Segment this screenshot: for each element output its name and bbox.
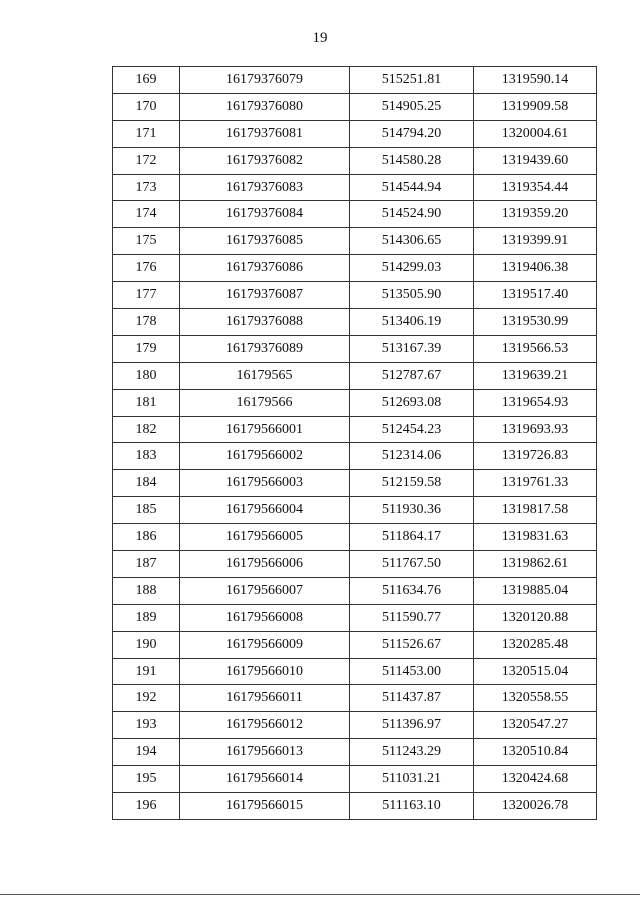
page-number: 19 [312, 30, 328, 46]
row-number-cell: 193 [113, 712, 180, 739]
x-coordinate-cell: 513505.90 [350, 282, 474, 309]
x-coordinate-cell: 511930.36 [350, 497, 474, 524]
point-id-cell: 16179566006 [180, 551, 350, 578]
y-coordinate-cell: 1320510.84 [474, 739, 597, 766]
coordinates-table [112, 66, 597, 820]
table-row [113, 93, 597, 120]
y-coordinate-cell: 1320558.55 [474, 685, 597, 712]
row-number-cell: 176 [113, 255, 180, 282]
bottom-rule [0, 894, 640, 895]
x-coordinate-cell: 511031.21 [350, 766, 474, 793]
x-coordinate-cell: 511396.97 [350, 712, 474, 739]
point-id-cell: 16179566009 [180, 631, 350, 658]
point-id-cell: 16179566003 [180, 470, 350, 497]
x-coordinate-cell: 514306.65 [350, 228, 474, 255]
x-coordinate-cell: 511163.10 [350, 793, 474, 820]
point-id-cell: 16179376081 [180, 120, 350, 147]
table-row [113, 685, 597, 712]
x-coordinate-cell: 511864.17 [350, 524, 474, 551]
table-row [113, 282, 597, 309]
x-coordinate-cell: 511437.87 [350, 685, 474, 712]
row-number-cell: 175 [113, 228, 180, 255]
point-id-cell: 16179566013 [180, 739, 350, 766]
table-row [113, 712, 597, 739]
point-id-cell: 16179566002 [180, 443, 350, 470]
coordinates-table-body [113, 67, 597, 820]
point-id-cell: 16179376084 [180, 201, 350, 228]
y-coordinate-cell: 1320515.04 [474, 658, 597, 685]
table-row [113, 793, 597, 820]
table-row [113, 228, 597, 255]
x-coordinate-cell: 514299.03 [350, 255, 474, 282]
x-coordinate-cell: 512454.23 [350, 416, 474, 443]
row-number-cell: 172 [113, 147, 180, 174]
point-id-cell: 16179376085 [180, 228, 350, 255]
x-coordinate-cell: 511590.77 [350, 604, 474, 631]
table-row [113, 551, 597, 578]
row-number-cell: 194 [113, 739, 180, 766]
table-row [113, 309, 597, 336]
x-coordinate-cell: 514524.90 [350, 201, 474, 228]
x-coordinate-cell: 511634.76 [350, 577, 474, 604]
x-coordinate-cell: 511243.29 [350, 739, 474, 766]
row-number-cell: 182 [113, 416, 180, 443]
row-number-cell: 188 [113, 577, 180, 604]
coordinates-table-container [112, 66, 597, 820]
point-id-cell: 16179376083 [180, 174, 350, 201]
table-row [113, 147, 597, 174]
point-id-cell: 16179376086 [180, 255, 350, 282]
point-id-cell: 16179566 [180, 389, 350, 416]
x-coordinate-cell: 514905.25 [350, 93, 474, 120]
x-coordinate-cell: 515251.81 [350, 67, 474, 94]
table-row [113, 497, 597, 524]
row-number-cell: 178 [113, 309, 180, 336]
table-row [113, 120, 597, 147]
row-number-cell: 189 [113, 604, 180, 631]
table-row [113, 67, 597, 94]
row-number-cell: 180 [113, 362, 180, 389]
x-coordinate-cell: 511453.00 [350, 658, 474, 685]
x-coordinate-cell: 514580.28 [350, 147, 474, 174]
x-coordinate-cell: 511526.67 [350, 631, 474, 658]
point-id-cell: 16179566015 [180, 793, 350, 820]
x-coordinate-cell: 511767.50 [350, 551, 474, 578]
table-row [113, 255, 597, 282]
row-number-cell: 196 [113, 793, 180, 820]
y-coordinate-cell: 1319726.83 [474, 443, 597, 470]
table-row [113, 470, 597, 497]
x-coordinate-cell: 513406.19 [350, 309, 474, 336]
point-id-cell: 16179376087 [180, 282, 350, 309]
row-number-cell: 173 [113, 174, 180, 201]
row-number-cell: 191 [113, 658, 180, 685]
point-id-cell: 16179566005 [180, 524, 350, 551]
table-row [113, 443, 597, 470]
table-row [113, 524, 597, 551]
y-coordinate-cell: 1319590.14 [474, 67, 597, 94]
y-coordinate-cell: 1319517.40 [474, 282, 597, 309]
y-coordinate-cell: 1320004.61 [474, 120, 597, 147]
y-coordinate-cell: 1319399.91 [474, 228, 597, 255]
row-number-cell: 183 [113, 443, 180, 470]
y-coordinate-cell: 1319862.61 [474, 551, 597, 578]
y-coordinate-cell: 1319566.53 [474, 335, 597, 362]
point-id-cell: 16179565 [180, 362, 350, 389]
y-coordinate-cell: 1320424.68 [474, 766, 597, 793]
y-coordinate-cell: 1319909.58 [474, 93, 597, 120]
row-number-cell: 192 [113, 685, 180, 712]
point-id-cell: 16179566008 [180, 604, 350, 631]
y-coordinate-cell: 1319885.04 [474, 577, 597, 604]
table-row [113, 766, 597, 793]
row-number-cell: 181 [113, 389, 180, 416]
point-id-cell: 16179566011 [180, 685, 350, 712]
point-id-cell: 16179566012 [180, 712, 350, 739]
point-id-cell: 16179376089 [180, 335, 350, 362]
row-number-cell: 190 [113, 631, 180, 658]
x-coordinate-cell: 512787.67 [350, 362, 474, 389]
y-coordinate-cell: 1320026.78 [474, 793, 597, 820]
x-coordinate-cell: 512314.06 [350, 443, 474, 470]
y-coordinate-cell: 1319354.44 [474, 174, 597, 201]
y-coordinate-cell: 1319761.33 [474, 470, 597, 497]
table-row [113, 201, 597, 228]
y-coordinate-cell: 1319639.21 [474, 362, 597, 389]
x-coordinate-cell: 514544.94 [350, 174, 474, 201]
point-id-cell: 16179566001 [180, 416, 350, 443]
table-row [113, 604, 597, 631]
row-number-cell: 187 [113, 551, 180, 578]
table-row [113, 174, 597, 201]
y-coordinate-cell: 1320285.48 [474, 631, 597, 658]
y-coordinate-cell: 1319693.93 [474, 416, 597, 443]
y-coordinate-cell: 1319654.93 [474, 389, 597, 416]
row-number-cell: 177 [113, 282, 180, 309]
table-row [113, 389, 597, 416]
table-row [113, 658, 597, 685]
y-coordinate-cell: 1320547.27 [474, 712, 597, 739]
row-number-cell: 170 [113, 93, 180, 120]
y-coordinate-cell: 1319831.63 [474, 524, 597, 551]
point-id-cell: 16179566010 [180, 658, 350, 685]
table-row [113, 739, 597, 766]
x-coordinate-cell: 513167.39 [350, 335, 474, 362]
x-coordinate-cell: 514794.20 [350, 120, 474, 147]
x-coordinate-cell: 512693.08 [350, 389, 474, 416]
table-row [113, 335, 597, 362]
row-number-cell: 174 [113, 201, 180, 228]
x-coordinate-cell: 512159.58 [350, 470, 474, 497]
y-coordinate-cell: 1319817.58 [474, 497, 597, 524]
y-coordinate-cell: 1319359.20 [474, 201, 597, 228]
row-number-cell: 184 [113, 470, 180, 497]
point-id-cell: 16179376080 [180, 93, 350, 120]
row-number-cell: 179 [113, 335, 180, 362]
row-number-cell: 169 [113, 67, 180, 94]
point-id-cell: 16179566004 [180, 497, 350, 524]
row-number-cell: 185 [113, 497, 180, 524]
y-coordinate-cell: 1320120.88 [474, 604, 597, 631]
point-id-cell: 16179566014 [180, 766, 350, 793]
y-coordinate-cell: 1319530.99 [474, 309, 597, 336]
table-row [113, 577, 597, 604]
table-row [113, 362, 597, 389]
point-id-cell: 16179376088 [180, 309, 350, 336]
row-number-cell: 186 [113, 524, 180, 551]
y-coordinate-cell: 1319406.38 [474, 255, 597, 282]
row-number-cell: 195 [113, 766, 180, 793]
row-number-cell: 171 [113, 120, 180, 147]
y-coordinate-cell: 1319439.60 [474, 147, 597, 174]
table-row [113, 416, 597, 443]
point-id-cell: 16179376079 [180, 67, 350, 94]
point-id-cell: 16179566007 [180, 577, 350, 604]
table-row [113, 631, 597, 658]
point-id-cell: 16179376082 [180, 147, 350, 174]
